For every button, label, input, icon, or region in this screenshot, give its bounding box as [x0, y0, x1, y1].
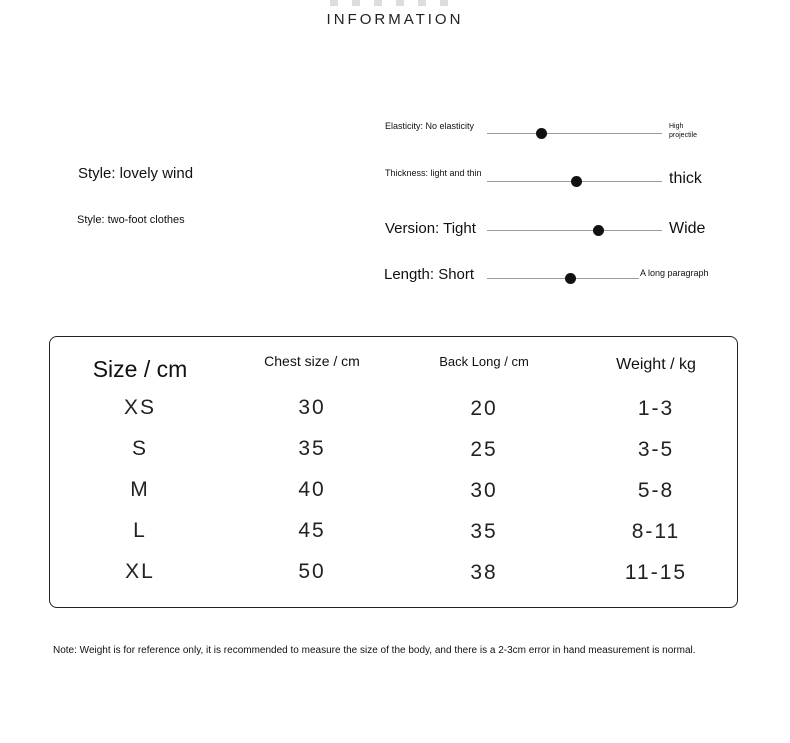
length-max-label: A long paragraph [640, 268, 709, 278]
measurement-note: Note: Weight is for reference only, it is recommended to measure the size of the body, and there is a 2-3cm error in hand measurement is normal. [53, 645, 696, 656]
cell-weight: 8-11 [631, 520, 681, 543]
length-label: Length: Short [384, 266, 475, 283]
cell-back-length: 30 [470, 479, 498, 502]
cell-back-length: 38 [470, 561, 498, 584]
length-track [487, 278, 639, 279]
cell-weight: 11-15 [624, 561, 688, 584]
style-label-1: Style: lovely wind [78, 165, 194, 182]
cell-size: XL [125, 560, 155, 583]
thickness-label: Thickness: light and thin [385, 168, 482, 178]
column-header-chest: Chest size / cm [264, 353, 360, 369]
cell-chest: 50 [298, 560, 326, 583]
elasticity-label: Elasticity: No elasticity [385, 121, 475, 131]
version-knob [593, 225, 604, 236]
cell-size: S [131, 437, 148, 460]
elasticity-knob [536, 128, 547, 139]
cell-back-length: 20 [470, 397, 498, 420]
column-header-weight: Weight / kg [616, 356, 696, 373]
cell-back-length: 25 [470, 438, 498, 461]
cell-size: L [133, 519, 147, 542]
cell-weight: 3-5 [637, 438, 675, 461]
style-label-2: Style: two-foot clothes [77, 214, 185, 226]
size-table [49, 336, 738, 608]
version-label: Version: Tight [385, 220, 476, 237]
length-knob [565, 273, 576, 284]
column-header-size: Size / cm [92, 356, 188, 382]
thickness-knob [571, 176, 582, 187]
section-title: INFORMATION [326, 11, 464, 28]
cell-chest: 35 [298, 437, 326, 460]
thickness-max-label: thick [669, 170, 702, 187]
elasticity-max-label: High projectile [669, 123, 698, 139]
elasticity-track [487, 133, 662, 134]
header-cropped-text [330, 0, 460, 6]
cell-chest: 30 [298, 396, 326, 419]
cell-chest: 40 [298, 478, 326, 501]
cell-chest: 45 [298, 519, 326, 542]
version-max-label: Wide [669, 220, 706, 237]
cell-weight: 1-3 [637, 397, 675, 420]
cell-size: XS [123, 396, 156, 419]
column-header-back-length: Back Long / cm [439, 354, 529, 369]
cell-back-length: 35 [470, 520, 498, 543]
cell-weight: 5-8 [637, 479, 675, 502]
version-track [487, 230, 662, 231]
cell-size: M [130, 478, 150, 501]
